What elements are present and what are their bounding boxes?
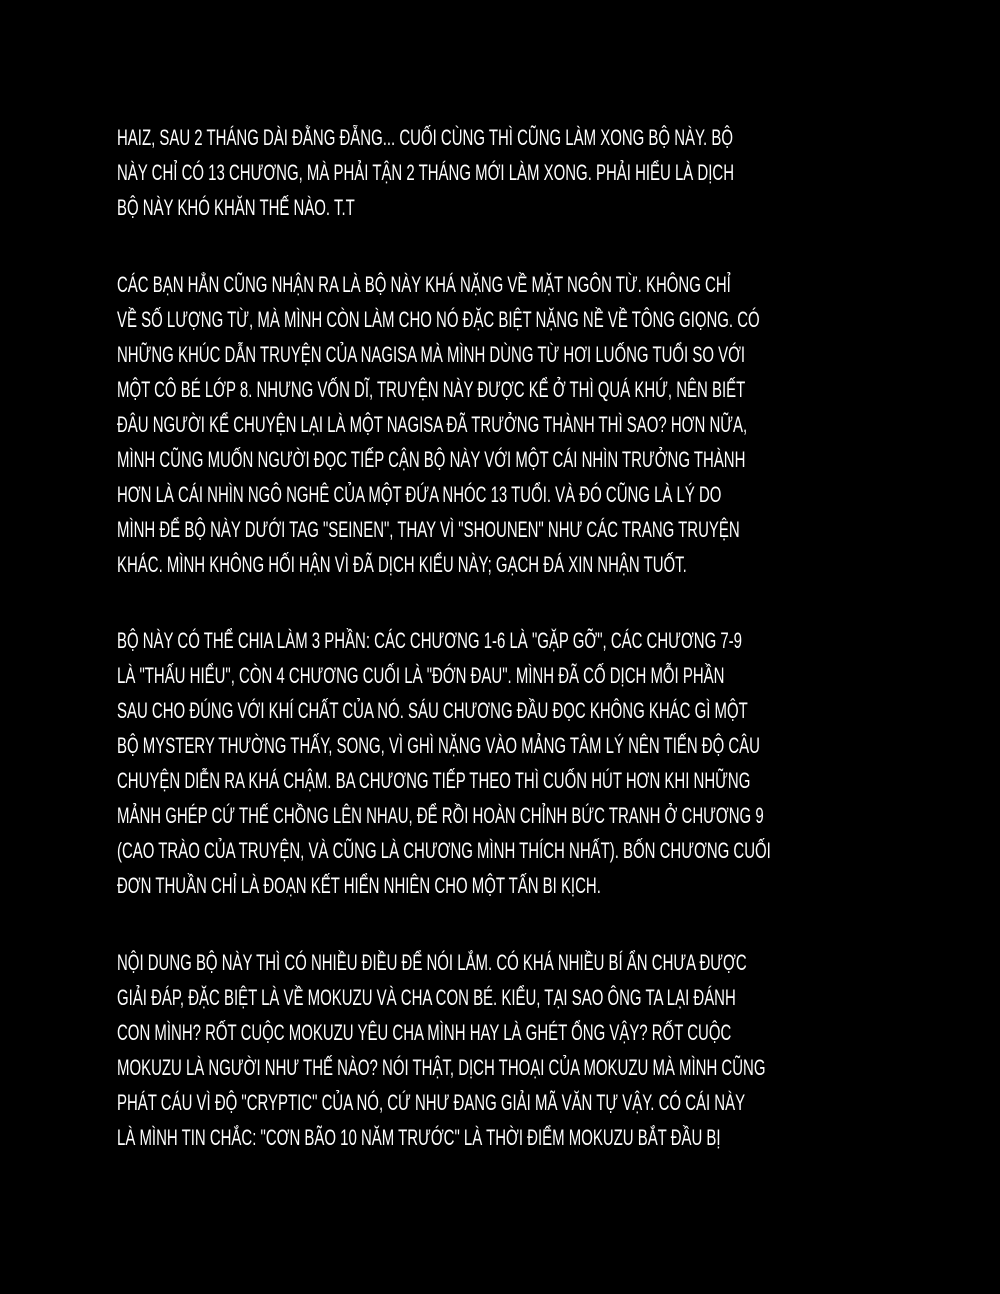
text-line: NỘI DUNG BỘ NÀY THÌ CÓ NHIỀU ĐIỀU ĐỂ NÓI LẮM. CÓ KHÁ NHIỀU BÍ ẨN CHƯA ĐƯỢC xyxy=(117,950,747,975)
text-line: PHÁT CÁU VÌ ĐỘ "CRYPTIC" CỦA NÓ, CỨ NHƯ ĐANG GIẢI MÃ VĂN TỰ VẬY. CÓ CÁI NÀY xyxy=(117,1090,746,1115)
text-line: ĐÂU NGƯỜI KỂ CHUYỆN LẠI LÀ MỘT NAGISA ĐÃ TRƯỞNG THÀNH THÌ SAO? HƠN NỮA, xyxy=(117,412,748,437)
text-line: BỘ MYSTERY THƯỜNG THẤY, SONG, VÌ GHÌ NẶNG VÀO MẢNG TÂM LÝ NÊN TIẾN ĐỘ CÂU xyxy=(117,733,760,758)
paragraph-language xyxy=(117,267,877,582)
text-line: NÀY CHỈ CÓ 13 CHƯƠNG, MÀ PHẢI TẬN 2 THÁNG MỚI LÀM XONG. PHẢI HIỂU LÀ DỊCH xyxy=(117,160,735,185)
text-line: MẢNH GHÉP CỨ THẾ CHỒNG LÊN NHAU, ĐỂ RỒI HOÀN CHỈNH BỨC TRANH Ở CHƯƠNG 9 xyxy=(117,803,764,828)
text-line: GIẢI ĐÁP, ĐẶC BIỆT LÀ VỀ MOKUZU VÀ CHA CON BÉ. KIỂU, TẠI SAO ÔNG TA LẠI ĐÁNH xyxy=(117,985,736,1010)
text-line: LÀ MÌNH TIN CHẮC: "CƠN BÃO 10 NĂM TRƯỚC" LÀ THỜI ĐIỂM MOKUZU BẮT ĐẦU BỊ xyxy=(117,1125,721,1150)
paragraph-structure xyxy=(117,623,877,903)
text-line: BỘ NÀY KHÓ KHĂN THẾ NÀO. T.T xyxy=(117,195,355,220)
text-line: NHỮNG KHÚC DẪN TRUYỆN CỦA NAGISA MÀ MÌNH DÙNG TỪ HƠI LUỐNG TUỔI SO VỚI xyxy=(117,342,746,367)
text-line: CON MÌNH? RỐT CUỘC MOKUZU YÊU CHA MÌNH HAY LÀ GHÉT ỔNG VẬY? RỐT CUỘC xyxy=(117,1020,732,1045)
text-line: HAIZ, SAU 2 THÁNG DÀI ĐẰNG ĐẴNG... CUỐI CÙNG THÌ CŨNG LÀM XONG BỘ NÀY. BỘ xyxy=(117,125,733,150)
text-line: SAU CHO ĐÚNG VỚI KHÍ CHẤT CỦA NÓ. SÁU CHƯƠNG ĐẦU ĐỌC KHÔNG KHÁC GÌ MỘT xyxy=(117,698,748,723)
text-line: BỘ NÀY CÓ THỂ CHIA LÀM 3 PHẦN: CÁC CHƯƠNG 1-6 LÀ "GẶP GỠ", CÁC CHƯƠNG 7-9 xyxy=(117,628,742,653)
text-line: MÌNH CŨNG MUỐN NGƯỜI ĐỌC TIẾP CẬN BỘ NÀY VỚI MỘT CÁI NHÌN TRƯỞNG THÀNH xyxy=(117,447,746,472)
text-line: ĐƠN THUẦN CHỈ LÀ ĐOẠN KẾT HIỂN NHIÊN CHO MỘT TẤN BI KỊCH. xyxy=(117,873,601,898)
text-line: (CAO TRÀO CỦA TRUYỆN, VÀ CŨNG LÀ CHƯƠNG MÌNH THÍCH NHẤT). BỐN CHƯƠNG CUỐI xyxy=(117,838,771,863)
text-line: MOKUZU LÀ NGƯỜI NHƯ THẾ NÀO? NÓI THẬT, DỊCH THOẠI CỦA MOKUZU MÀ MÌNH CŨNG xyxy=(117,1055,766,1080)
text-line: KHÁC. MÌNH KHÔNG HỐI HẬN VÌ ĐÃ DỊCH KIỂU NÀY; GẠCH ĐÁ XIN NHẬN TUỐT. xyxy=(117,552,687,577)
paragraph-mysteries xyxy=(117,945,877,1155)
text-line: MÌNH ĐỂ BỘ NÀY DƯỚI TAG "SEINEN", THAY VÌ "SHOUNEN" NHƯ CÁC TRANG TRUYỆN xyxy=(117,517,740,542)
text-line: CHUYỆN DIỄN RA KHÁ CHẬM. BA CHƯƠNG TIẾP THEO THÌ CUỐN HÚT HƠN KHI NHỮNG xyxy=(117,768,751,793)
text-line: HƠN LÀ CÁI NHÌN NGÔ NGHÊ CỦA MỘT ĐỨA NHÓC 13 TUỔI. VÀ ĐÓ CŨNG LÀ LÝ DO xyxy=(117,482,722,507)
text-line: LÀ "THẤU HIỂU", CÒN 4 CHƯƠNG CUỐI LÀ "ĐỚN ĐAU". MÌNH ĐÃ CỐ DỊCH MỖI PHẦN xyxy=(117,663,725,688)
text-line: CÁC BẠN HẲN CŨNG NHẬN RA LÀ BỘ NÀY KHÁ NẶNG VỀ MẶT NGÔN TỪ. KHÔNG CHỈ xyxy=(117,272,731,297)
text-line: VỀ SỐ LƯỢNG TỪ, MÀ MÌNH CÒN LÀM CHO NÓ ĐẶC BIỆT NẶNG NỀ VỀ TÔNG GIỌNG. CÓ xyxy=(117,307,760,332)
text-line: MỘT CÔ BÉ LỚP 8. NHƯNG VỐN DĨ, TRUYỆN NÀY ĐƯỢC KỂ Ở THÌ QUÁ KHỨ, NÊN BIẾT xyxy=(117,377,746,402)
paragraph-intro xyxy=(117,120,877,225)
